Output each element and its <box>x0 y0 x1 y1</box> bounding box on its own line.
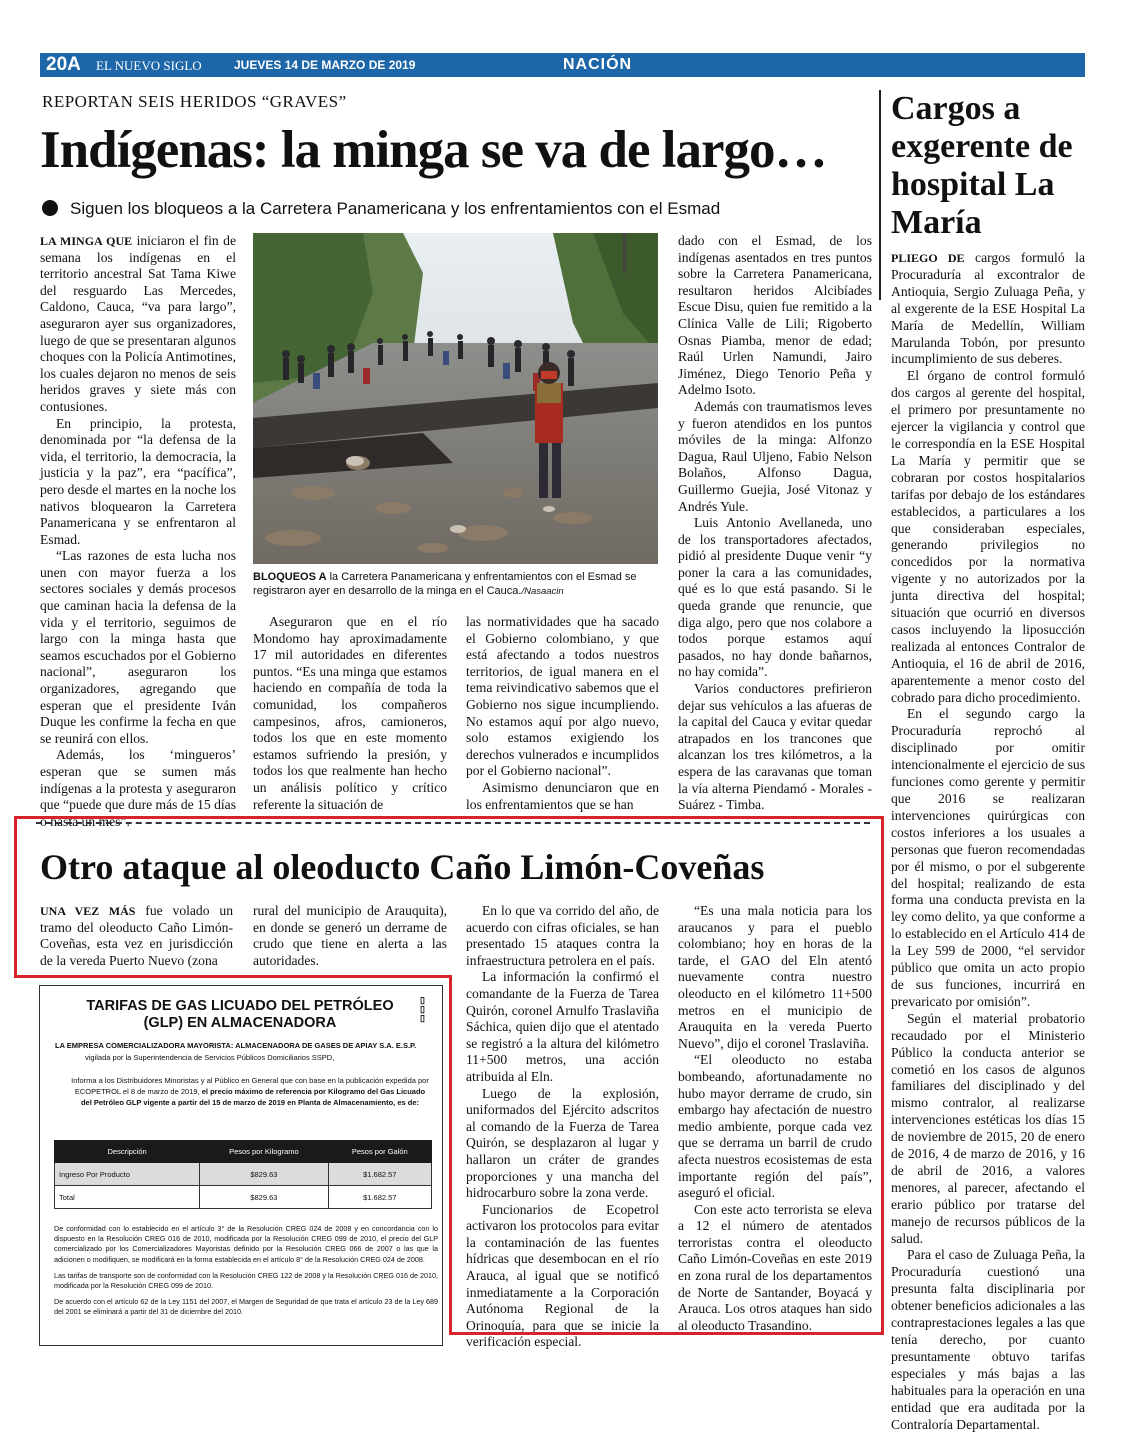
main-story-column-2 <box>253 614 447 813</box>
page-header-bar <box>40 53 1085 77</box>
paragraph: Aseguraron que en el río Mondomo hay aproximadamente 17 mil autoridades en diferentes puntos. “Es una minga que estamos haciendo en compañía de toda la comunidad, los compañeros campesinos, afros, camioneros, todos los que en este momento estamos sufriendo la presión, y todos los que realmente han hecho un análisis político y crítico referente la situación de <box>253 614 447 812</box>
photo-illustration <box>253 233 658 564</box>
notice-text: Informa a los Distribuidores Minoristas y al Público en General que con base en la publicación expedida por ECOPETROL el 8 de marzo de 2019, <box>71 1076 429 1096</box>
paragraph: Con este acto terrorista se eleva a 12 el número de atentados terroristas contra el oleoducto Caño Limón-Coveñas en este 2019 en zona rural de los departamentos de Norte de Santander, Boyacá y Arauca. Los otros ataques han sido al oleoducto Trasandino. <box>678 1201 872 1333</box>
table-row <box>55 1186 432 1209</box>
main-story-column-4 <box>678 233 872 814</box>
photo-caption <box>253 570 658 599</box>
lead-in: UNA VEZ MÁS <box>40 904 136 918</box>
ad-regulator: vigilada por la Superintendencia de Servicios Públicos Domiciliarios SSPD, <box>85 1053 335 1062</box>
ad-legal-text <box>54 1224 438 1324</box>
legal-paragraph: De acuerdo con el artículo 62 de la Ley 1151 del 2007, el Margen de Seguridad de que trata el artículo 23 de la Ley 689 del 2001 se eliminará a partir del 31 de diciembre del 2010. <box>54 1297 438 1317</box>
ad-notice <box>70 1075 430 1108</box>
side-story-body <box>891 250 1085 1433</box>
subhead-text: Siguen los bloqueos a la Carretera Panamericana y los enfrentamientos con el Esmad <box>70 199 721 218</box>
publication-name: EL NUEVO SIGLO <box>96 58 202 73</box>
legal-paragraph: Las tarifas de transporte son de conformidad con la Resolución CREG 122 de 2008 y la Resolución CREG 016 de 2010, modificada por la Resolución CREG 099 de 2010. <box>54 1270 438 1291</box>
table-cell: $829.63 <box>200 1163 328 1186</box>
column-header: Pesos por Galón <box>328 1141 431 1163</box>
paragraph: “Es una mala noticia para los araucanos y para el pueblo colombiano; hoy en horas de la tarde, el GAO del Eln atentó nuevamente contra nuestro oleoducto en el kilómetro 11+500 metros en el municipio de Arauquita en la vereda Puerto Nuevo”, dijo el coronel Traslaviña. <box>678 903 872 1051</box>
paragraph: En principio, la protesta, denominada por “la defensa de la vida, el territorio, la democracia, la justicia y la paz”, era “pacífica”, pero desde el martes en la noche los nativos bloquearon la Carretera Panamericana y se enfrentaron al Esmad. <box>40 415 236 547</box>
paragraph: Asimismo denunciaron que en los enfrentamientos que se han <box>466 779 659 812</box>
table-header-row <box>55 1141 432 1163</box>
main-story-kicker: REPORTAN SEIS HERIDOS “GRAVES” <box>42 92 347 111</box>
paragraph: Además con traumatismos leves y fueron atendidos en los puntos móviles de la minga: Alfonzo Dagua, Raul Uljeno, Fabio Nelson Bolaños, Alfonso Dagua, Guillermo Guejia, José Vitonaz y Andrés Yule. <box>678 398 872 514</box>
table-cell: $1.682.57 <box>328 1186 431 1209</box>
paragraph: Para el caso de Zuluaga Peña, la Procuraduría cuestionó una presunta falta disciplinaria por obtener beneficios adicionales a las contraprestaciones legales a las que tenía derecho, por cuanto presuntamente obtuvo tarifas especiales y más bajas a las habituales para la operación en una entidad que era auditada por la Contraloría Departamental. <box>891 1247 1085 1432</box>
highlight-box-top <box>14 816 884 978</box>
bullet-icon <box>42 200 58 216</box>
paragraph: Además, los ‘mingueros’ esperan que se sumen más indígenas a la protesta y aseguraron que “puede que dure más de 15 días o hasta un mes”. <box>40 747 236 829</box>
highlight-box-left <box>14 816 17 978</box>
paragraph: dado con el Esmad, de los indígenas asentados en tres puntos sobre la Carretera Panamericana, resultaron heridos Alcibíades Escue Disu, quien fue remitido a la Clínica Valle de Lili; Rigoberto Osnas Piamba, menor de edad; Raúl Urlen Namundi, Jairo Jiménez, Diego Tenorio Peña y Adelmo Isoto. <box>678 233 872 398</box>
lead-in: LA MINGA QUE <box>40 234 133 248</box>
paragraph: En lo que va corrido del año, de acuerdo con cifras oficiales, se han presentado 15 ataques contra la infraestructura petrolera en el país. <box>466 903 659 968</box>
table-cell: $1.682.57 <box>328 1163 431 1186</box>
side-story-headline: Cargos a exgerente de hospital La María <box>891 90 1073 241</box>
paragraph-text: fue volado un tramo del oleoducto Caño Limón-Coveñas, esta vez en jurisdicción de la vereda Puerto Nuevo (zona <box>40 903 233 968</box>
legal-paragraph: De conformidad con lo establecido en el artículo 3° de la Resolución CREG 024 de 2008 y en concordancia con lo dispuesto en la Resolución CREG 016 de 2010, modificada por la Resolución CREG 099 de 2010, el precio del GLP comercializado por los Comercializadores Mayoristas definido por la Resolución CREG 066 de 2007 o las que la adicionen o modifiquen, se modificará en la forma establecida en el artículo 8° de la Resolución CREG 024 de 2008. <box>54 1224 438 1264</box>
table-row <box>55 1163 432 1186</box>
paragraph: Luis Antonio Avellaneda, uno de los transportadores afectados, pidió al presidente Duque venir “y poner la cara a las comunidades, qué es lo que está pasando. Si le queda grande que renuncie, que diga algo, pero que nos colabore a todos porque estamos aquí pasados, no hay donde bañarnos, no hay comida”. <box>678 515 872 680</box>
paragraph-text: iniciaron el fin de semana los indígenas en el territorio ancestral Sat Tama Kiwe del resguardo Las Mercedes, Caldono, Cauca, “va para largo”, aseguraron ayer sus organizadores, luego de que se presentaran algunos choques con la Policía Antimotines, los cuales dejaron no menos de seis heridos graves y siete más con contusiones. <box>40 233 236 414</box>
paragraph: Luego de la explosión, uniformados del Ejército adscritos al comando de la Fuerza de Tarea Quirón, se desplazaron al lugar y hallaron un cráter de grandes proporciones y una mancha del hidrocarburo sobre la zona verde. <box>466 1085 659 1201</box>
paragraph: La información la confirmó el comandante de la Fuerza de Tarea Quirón, coronel Arnulfo Traslaviña Sáchica, quien dijo que el atentado se registró a la altura del kilómetro 11+500 metros, una acción atribuida al Eln. <box>466 969 659 1084</box>
side-story-divider <box>879 90 881 300</box>
section-name: NACIÓN <box>563 56 633 73</box>
photo-credit: /Nasaacin <box>521 586 564 597</box>
tariff-table <box>54 1140 432 1209</box>
main-story-column-1 <box>40 233 236 830</box>
issue-date: JUEVES 14 DE MARZO DE 2019 <box>234 58 416 72</box>
caption-text: la Carretera Panamericana y enfrentamientos con el Esmad se registraron ayer en desarrollo de la minga en el Cauca. <box>253 571 637 597</box>
notice-bold-text: el precio máximo de referencia por Kilogramo del Gas Licuado del Petróleo GLP vigente a partir del 15 de marzo de 2019 en Planta de Almacenamiento, es de: <box>80 1087 426 1107</box>
main-story-column-3 <box>466 614 659 813</box>
oil-story-headline: Otro ataque al oleoducto Caño Limón-Coveñas <box>40 847 765 887</box>
column-header: Pesos por Kilogramo <box>200 1141 328 1163</box>
paragraph: El órgano de control formuló dos cargos al gerente del hospital, el primero por presuntamente no ejercer la vigilancia y control que le correspondía en la ESE Hospital La María y permitir que se cobraran por costos hospitalarios tarifas por debajo de los estándares establecidos, a particulares a los que consideraban especiales, generando privilegios no concedidos por la normativa vigente y no autorizados por la junta directiva del hospital; situación que ocurrió en diversos casos incluyendo la liposucción realizada al entonces Contralor de Antioquia, el 16 de abril de 2016, aparentemente a menor costo del cobrado para dicho procedimiento. <box>891 368 1085 705</box>
paragraph: “El oleoducto no estaba bombeando, afortunadamente no hubo mayor derrame de crudo, sin embargo hay afectación de nuestro medio ambiente, porque cada vez que se derrama un barril de crudo afecta nuestros ecosistemas de esta importante región del país”, aseguró el oficial. <box>678 1052 872 1201</box>
caption-lead-in: BLOQUEOS A <box>253 571 327 583</box>
paragraph: Funcionarios de Ecopetrol activaron los protocolos para evitar la contaminación de las fuentes hídricas que desembocan en el río Arauca, al igual que se notificó inmediatamente a la Corporación Autónoma Regional de la Orinoquía, para que se inicie la verificación especial. <box>466 1201 659 1350</box>
ad-stamp-icon: ▯ ▯ ▯ <box>420 995 425 1023</box>
highlight-box-bottom <box>449 975 884 1335</box>
paragraph: rural del municipio de Arauquita), en donde se generó un derrame de crudo que tiene en alerta a las autoridades. <box>253 903 447 968</box>
paragraph: En el segundo cargo la Procuraduría reprochó al disciplinado por omitir intencionalmente el ejercicio de sus funciones como gerente y permitir que 2016 se realizaran intervenciones quirúrgicas con costos inferiores a los usuales a personas que fueron recomendadas por él mismo, o por el subgerente del hospital; realizando de esta forma una conducta prevista en la ley como delito, ya que conforme a lo establecido en el Artículo 414 de la Ley 599 de 2000, “el servidor público que omita un acto propio de sus funciones, incurrirá en prevaricato por omisión”. <box>891 706 1086 1009</box>
paragraph: las normatividades que ha sacado el Gobierno colombiano, y que está afectando a todos nuestros territorios, de igual manera en el tema reivindicativo sabemos que el Gobierno nos sigue incumpliendo. No estamos aquí por algo nuevo, solo estamos exigiendo los derechos vulnerados e incumplidos por el Gobierno nacional”. <box>466 614 659 779</box>
paragraph <box>891 250 1085 368</box>
paragraph <box>40 233 236 416</box>
main-story-subhead <box>42 199 720 219</box>
protest-photo <box>253 233 658 564</box>
ad-title: TARIFAS DE GAS LICUADO DEL PETRÓLEO (GLP) EN ALMACENADORA <box>86 998 394 1031</box>
lead-in: PLIEGO DE <box>891 251 965 265</box>
glp-tariff-advertisement <box>39 985 443 1346</box>
table-cell: Ingreso Por Producto <box>55 1163 200 1186</box>
table-cell: Total <box>55 1186 200 1209</box>
page-number: 20A <box>46 54 81 75</box>
highlight-box-ledge <box>14 975 452 978</box>
table-cell: $829.63 <box>200 1186 328 1209</box>
paragraph: Varios conductores prefirieron dejar sus vehículos a las afueras de la capital del Cauca y evitar quedar atrapados en los trancones que alcanzan los tres kilómetros, a la espera de las caravanas que toman la vía alterna Piendamó - Morales - Suárez - Timba. <box>678 681 872 813</box>
paragraph: “Las razones de esta lucha nos unen con mayor fuerza a los sectores sociales y demás procesos que caminan hacia la defensa de la vida y el territorio, seguimos de largo con la minga hasta que seamos escuchados por el Gobierno nacional”, aseguraron los organizadores, agregando que esperan que el presidente Iván Duque les confirme la fecha en que se reunirá con ellos. <box>40 548 236 746</box>
column-header: Descripción <box>55 1141 200 1163</box>
paragraph-text: cargos formuló la Procuraduría al excontralor de Antioquia, Sergio Zuluaga Peña, y al exgerente de la ESE Hospital La María de Medellín, William Marulanda Tobón, por presunto incumplimiento de sus deberes. <box>891 250 1085 367</box>
paragraph: Según el material probatorio recaudado por el Ministerio Público la conducta anterior se cometió en los casos de algunos familiares del disciplinado y del mismo contralor, al realizarse intervenciones estéticas los días 15 de noviembre de 2015, 20 de enero de 2016, 4 de marzo de 2016, y 16 de abril de 2016, a valores menores, al parecer, afectando el erario público por tratarse del manejo de recursos públicos de la salud. <box>891 1010 1085 1246</box>
ad-company: LA EMPRESA COMERCIALIZADORA MAYORISTA: ALMACENADORA DE GASES DE APIAY S.A. E.S.P. <box>55 1041 417 1050</box>
main-story-headline: Indígenas: la minga se va de largo… <box>40 121 827 179</box>
